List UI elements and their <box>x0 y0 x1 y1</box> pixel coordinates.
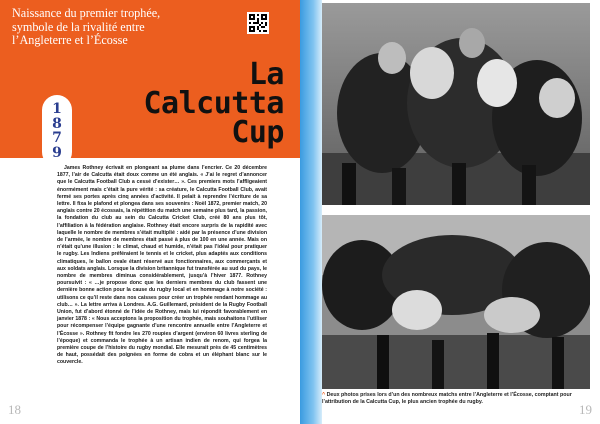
subtitle-line: l’Angleterre et l’Écosse <box>12 33 128 47</box>
subtitle-line: symbole de la rivalité entre <box>12 19 145 34</box>
title-line: Cup <box>231 115 284 150</box>
article-title <box>143 57 285 150</box>
title-line: La <box>248 57 284 92</box>
ruck-photo <box>322 215 590 389</box>
year-digit: 1 <box>52 101 62 117</box>
photo-caption <box>322 392 592 406</box>
qr-code-icon[interactable] <box>247 12 269 34</box>
subtitle-line: Naissance du premier trophée, <box>12 6 161 20</box>
year-badge <box>42 95 72 167</box>
year-digit: 8 <box>52 115 62 132</box>
caption-marker: ^ <box>322 392 326 398</box>
article-subtitle <box>12 7 217 48</box>
year-digit: 7 <box>52 130 62 146</box>
article-body <box>57 165 267 367</box>
title-line: Calcutta <box>143 86 284 121</box>
page-number-left: 18 <box>8 402 21 417</box>
body-paragraph: James Rothney écrivait en plongeant sa plume dans l’encrier. Ce 20 décembre 1877, l’air de Calcutta était doux comme un été anglais. « J’ai le regret d’annoncer que le Calcutta Football Club a cessé d’exister… ». Ces premiers mots l’affligeaient énormément mais c’était la pure vérité : sa créature, le Calcutta Football Club, avait fermé ses portes après cinq années d’activité. Il pelait à reprendre l’écriture de sa lettre. Il fixa le plafond et plongea dans ses souvenirs : Noël 1872, premier match, 20 anglais contre 20 écossais, la répétition du match une semaine plus tard, la passion, la fondation du club au sein du Calcutta Cricket Club, créé 80 ans plus tôt, l’affiliation à la fédération anglaise. Rothney était encore surpris de la rapidité avec laquelle le nombre de membres s’était multiplié : aidé par la présence d’une division de l’armée, le nombre de membres était passé à plus de 100 en une année. Mais on n’était qu’une illusion : le climat, chaud et humide, n’était pas l’idéal pour pratiquer le rugby. Les Indiens préféraient le tennis et le cricket, plus adaptés aux conditions climatiques, le ballon ovale étant réservé aux fonctionnaires, aux commerçants et aux soldats anglais. Lorsque la division britannique fut transférée au sud du pays, le nombre de membres diminua considérablement, jusqu’à l’hiver 1877. Rothney poursuivit : « …je propose donc que les derniers membres du club fassent une dernière bonne action pour la cause du rugby local et en hommage à notre société : utilisons ce qu’il reste dans nos caisses pour créer un trophée rendant hommage au club… ». La lettre arriva à Londres. A.G. Guillemard, président de la Rugby Football Union, fut d’abord étonné de l’idée de Rothney, mais lui répondit favorablement en janvier 1878 : « Nous acceptons la proposition du trophée, mais souhaitons l’utiliser pour récompenser l’équipe gagnante d’une rencontre annuelle entre l’Angleterre et l’Écosse ». Rothney fit fondre les 270 roupies d’argent (environ 60 livres sterling de l’époque) et commanda le trophée à un artisan indien de renom, qui forgea la première coupe de l’histoire du rugby mondial. Elle mesurait près de 45 centimètres de haut, possédait des poignées en forme de cobra et un éléphant blanc sur le couvercle. <box>57 165 267 366</box>
gutter-strip <box>300 0 322 424</box>
scrum-photo <box>322 3 590 205</box>
page-number-right: 19 <box>579 402 592 417</box>
caption-text: Deux photos prises lors d’un des nombreux matchs entre l’Angleterre et l’Écosse, comptant pour l’attribution de la Calcutta Cup, le plus ancien trophée du rugby. <box>322 392 572 405</box>
year-digit: 9 <box>52 144 62 161</box>
